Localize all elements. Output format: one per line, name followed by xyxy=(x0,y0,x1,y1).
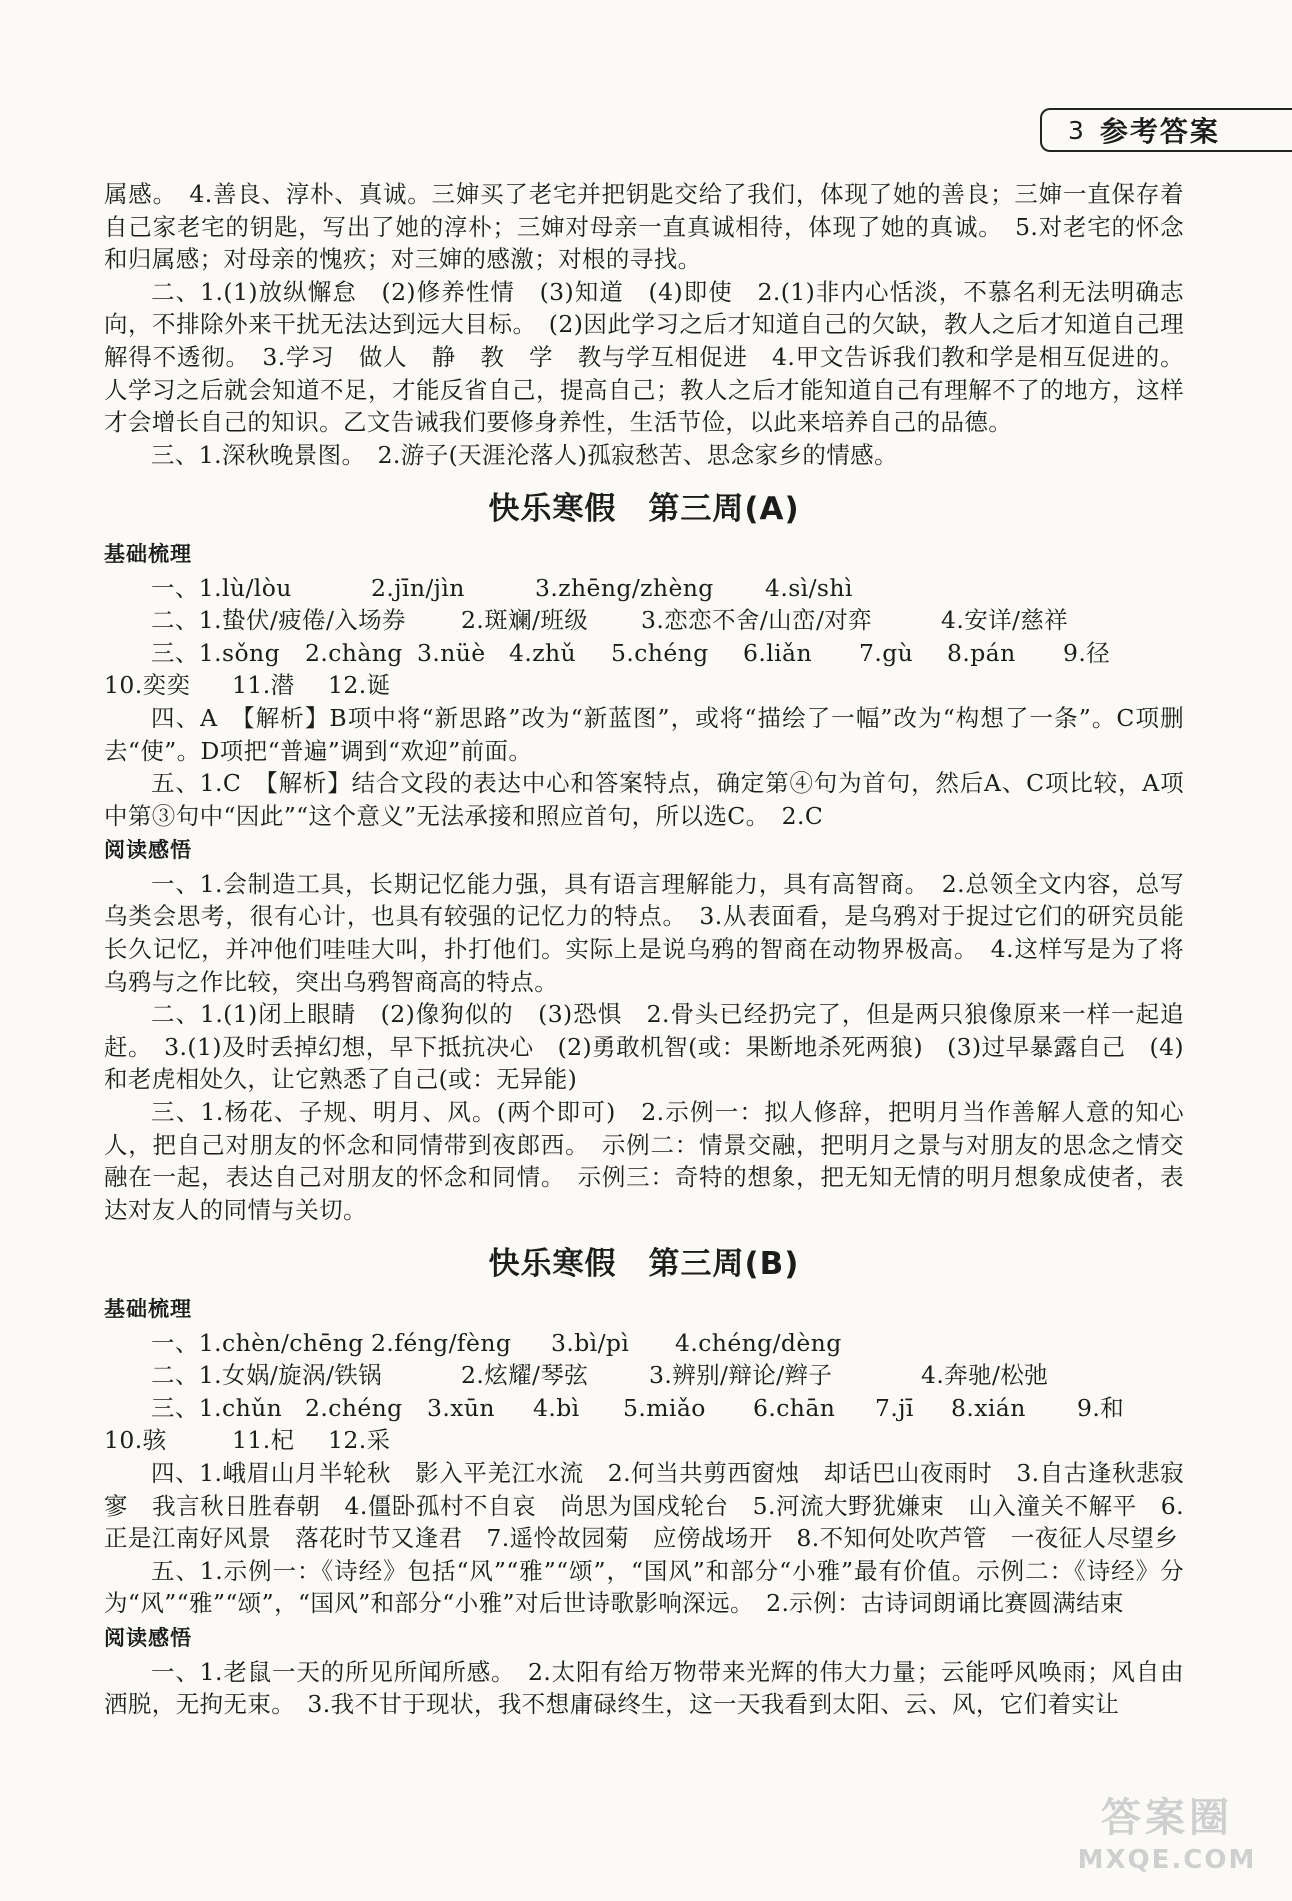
intro-paragraph-1: 属感。 4.善良、淳朴、真诚。三婶买了老宅并把钥匙交给了我们，体现了她的善良；三婶一直保存着自己家老宅的钥匙，写出了她的淳朴；三婶对母亲一直真诚相待，体现了她的真诚。 5.对老宅的怀念和归属感；对母亲的愧疚；对三婶的感激；对根的寻找。 xyxy=(104,180,1184,274)
section-a-basics-item-4: 四、A 【解析】B项中将“新思路”改为“新蓝图”，或将“描绘了一幅”改为“构想了一条”。C项删去“使”。D项把“普遍”调到“欢迎”前面。 xyxy=(104,703,1184,765)
section-b-basics-row-4: 10.骇 11.杞 12.采 xyxy=(104,1426,391,1455)
section-b-basics-row-3: 三、1.chǔn 2.chéng 3.xūn 4.bì 5.miǎo 6.chān 7.jī 8.xián 9.和 xyxy=(151,1393,1125,1422)
section-a-basics-row-2: 二、1.蛰伏/疲倦/入场券 2.斑斓/班级 3.恋恋不舍/山峦/对弈 4.安详/慈祥 xyxy=(151,606,1069,635)
intro-paragraph-2: 二、1.(1)放纵懈怠 (2)修养性情 (3)知道 (4)即使 2.(1)非内心恬淡，不慕名利无法明确志向，不排除外来干扰无法达到远大目标。 (2)因此学习之后才知道自己的欠缺，教人之后才知道自己理解得不透彻。 3.学习 做人 静 教 学 教与学互相促进 4.甲文告诉我们教和学是相互促进的。人学习之后就会知道不足，才能反省自己，提高自己；教人之后才能知道自己有理解不了的地方，这样才会增长自己的知识。乙文告诫我们要修身养性，生活节俭，以此来培养自己的品德。 xyxy=(104,277,1184,437)
section-b-basics-item-5: 五、1.示例一：《诗经》包括“风”“雅”“颂”，“国风”和部分“小雅”最有价值。示例二：《诗经》分为“风”“雅”“颂”，“国风”和部分“小雅”对后世诗歌影响深远。 2.示例：古诗词朗诵比赛圆满结束 xyxy=(104,1556,1184,1618)
section-b-basics-item-4: 四、1.峨眉山月半轮秋 影入平羌江水流 2.何当共剪西窗烛 却话巴山夜雨时 3.自古逢秋悲寂寥 我言秋日胜春朝 4.僵卧孤村不自哀 尚思为国戍轮台 5.河流大野犹嫌束 山入潼关不解平 6.正是江南好风景 落花时节又逢君 7.遥怜故园菊 应傍战场开 8.不知何处吹芦管 一夜征人尽望乡 xyxy=(104,1458,1184,1553)
section-b-reading-heading: 阅读感悟 xyxy=(104,1625,192,1650)
section-a-title: 快乐寒假 第三周(A) xyxy=(488,491,800,528)
section-b-title: 快乐寒假 第三周(B) xyxy=(488,1246,800,1283)
section-a-basics-item-5: 五、1.C 【解析】结合文段的表达中心和答案特点，确定第④句为首句，然后A、C项比较，A项中第③句中“因此”“这个意义”无法承接和照应首句，所以选C。 2.C xyxy=(104,769,1184,830)
section-a-reading-item-3: 三、1.杨花、子规、明月、风。(两个即可) 2.示例一：拟人修辞，把明月当作善解人意的知心人，把自己对朋友的怀念和同情带到夜郎西。 示例二：情景交融，把明月之景与对朋友的思念之情交融在一起，表达自己对朋友的怀念和同情。 示例三：奇特的想象，把无知无情的明月想象成使者，表达对友人的同情与关切。 xyxy=(104,1098,1184,1224)
section-a-reading-heading: 阅读感悟 xyxy=(104,838,192,863)
section-a-reading-item-2: 二、1.(1)闭上眼睛 (2)像狗似的 (3)恐惧 2.骨头已经扔完了，但是两只狼像原来一样一起追赶。 3.(1)及时丢掉幻想，早下抵抗决心 (2)勇敢机智(或：果断地杀死两狼) (3)过早暴露自己 (4)和老虎相处久，让它熟悉了自己(或：无异能) xyxy=(104,1000,1184,1094)
watermark-logo xyxy=(1064,1793,1270,1885)
section-b-basics-row-1: 一、1.chèn/chēng 2.féng/fèng 3.bì/pì 4.chéng/dèng xyxy=(151,1328,842,1357)
section-b-basics-row-2: 二、1.女娲/旋涡/铁锅 2.炫耀/琴弦 3.辨别/辩论/辫子 4.奔驰/松弛 xyxy=(151,1361,1049,1390)
answer-content xyxy=(104,178,1184,1721)
header-title: 参考答案 xyxy=(1099,115,1220,148)
section-a-basics-heading: 基础梳理 xyxy=(104,541,192,566)
section-a-basics-row-4: 10.奕奕 11.潜 12.诞 xyxy=(104,671,391,700)
section-a-basics-row-1: 一、1.lù/lòu 2.jīn/jìn 3.zhēng/zhèng 4.sì/shì xyxy=(151,573,853,602)
section-b-basics-heading: 基础梳理 xyxy=(104,1297,192,1321)
page-header-tab xyxy=(1040,108,1292,152)
section-a-reading-item-1: 一、1.会制造工具，长期记忆能力强，具有语言理解能力，具有高智商。 2.总领全文内容，总写乌类会思考，很有心计，也具有较强的记忆力的特点。 3.从表面看，是乌鸦对于捉过它们的研究员能长久记忆，并冲他们哇哇大叫，扑打他们。实际上是说乌鸦的智商在动物界极高。 4.这样写是为了将乌鸦与之作比较，突出乌鸦智商高的特点。 xyxy=(104,869,1184,996)
intro-paragraph-3: 三、1.深秋晚景图。 2.游子(天涯沦落人)孤寂愁苦、思念家乡的情感。 xyxy=(151,440,898,469)
section-b-reading-item-1: 一、1.老鼠一天的所见所闻所感。 2.太阳有给万物带来光辉的伟大力量；云能呼风唤雨；风自由洒脱，无拘无束。 3.我不甘于现状，我不想庸碌终生，这一天我看到太阳、云、风，它们着实让 xyxy=(104,1657,1184,1719)
section-a-basics-row-3: 三、1.sǒng 2.chàng 3.nüè 4.zhǔ 5.chéng 6.liǎn 7.gù 8.pán 9.径 xyxy=(151,638,1111,667)
watermark-logo-domain: MXQE.COM xyxy=(1077,1845,1257,1875)
watermark-logo-text: 答案圈 xyxy=(1101,1795,1233,1841)
page-number: 3 xyxy=(1068,115,1084,145)
